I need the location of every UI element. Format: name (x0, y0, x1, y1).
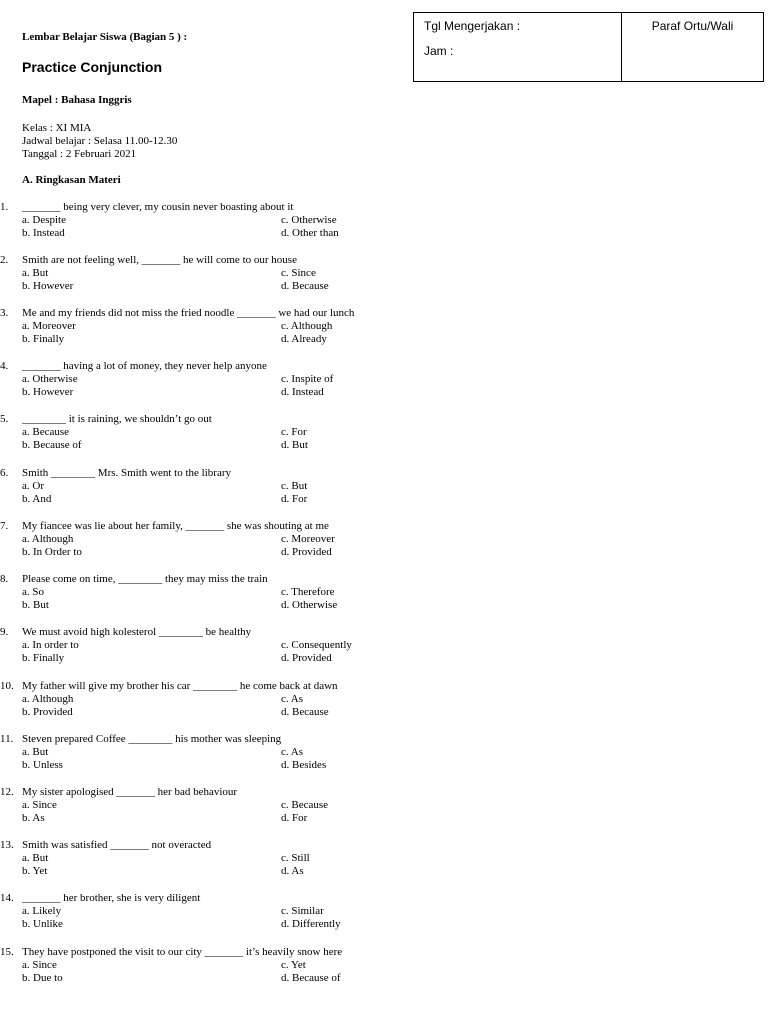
option-a: a. But (22, 746, 49, 758)
option-d: d. Besides (281, 759, 327, 771)
option-c: c. Yet (281, 959, 306, 971)
question-item (0, 360, 768, 400)
tgl-mengerjakan-label: Tgl Mengerjakan : (424, 19, 521, 33)
question-item (0, 573, 768, 613)
worksheet-subtitle: Lembar Belajar Siswa (Bagian 5 ) : (22, 31, 188, 43)
jam-label: Jam : (424, 44, 454, 58)
option-b: b. Finally (22, 652, 65, 664)
option-b: b. However (22, 280, 74, 292)
option-c: c. Similar (281, 905, 324, 917)
class-label: Kelas : XI MIA (22, 122, 92, 134)
option-a: a. Since (22, 799, 57, 811)
date-label: Tanggal : 2 Februari 2021 (22, 148, 137, 160)
option-b: b. But (22, 599, 49, 611)
page-title: Practice Conjunction (22, 59, 163, 75)
option-d: d. Provided (281, 652, 332, 664)
question-item (0, 626, 768, 666)
option-a: a. Despite (22, 214, 66, 226)
option-b: b. As (22, 812, 45, 824)
schedule-label: Jadwal belajar : Selasa 11.00-12.30 (22, 135, 178, 147)
option-c: c. Still (281, 852, 310, 864)
option-c: c. Therefore (281, 586, 335, 598)
option-b: b. Provided (22, 706, 73, 718)
option-b: b. However (22, 386, 74, 398)
question-text: Smith ________ Mrs. Smith went to the library (22, 467, 231, 479)
date-time-box (413, 12, 622, 82)
option-c: c. As (281, 693, 303, 705)
option-b: b. And (22, 493, 52, 505)
option-d: d. Because of (281, 972, 341, 984)
option-d: d. For (281, 812, 308, 824)
option-d: d. Instead (281, 386, 324, 398)
option-c: c. Otherwise (281, 214, 337, 226)
question-number: 4. (0, 360, 9, 372)
question-item (0, 201, 768, 241)
question-item (0, 786, 768, 826)
option-a: a. Or (22, 480, 44, 492)
option-d: d. Provided (281, 546, 332, 558)
question-text: My sister apologised _______ her bad behaviour (22, 786, 238, 798)
question-item (0, 892, 768, 932)
question-item (0, 467, 768, 507)
option-c: c. Inspite of (281, 373, 334, 385)
question-text: ________ it is raining, we shouldn’t go out (22, 413, 212, 425)
option-a: a. But (22, 852, 49, 864)
option-a: a. Otherwise (22, 373, 78, 385)
option-d: d. Already (281, 333, 327, 345)
option-c: c. As (281, 746, 303, 758)
question-number: 8. (0, 573, 9, 585)
question-text: Smith are not feeling well, _______ he will come to our house (22, 254, 297, 266)
option-c: c. Consequently (281, 639, 352, 651)
question-number: 7. (0, 520, 9, 532)
option-b: b. Finally (22, 333, 65, 345)
question-text: My fiancee was lie about her family, _______ she was shouting at me (22, 520, 329, 532)
question-text: Steven prepared Coffee ________ his mother was sleeping (22, 733, 282, 745)
option-a: a. So (22, 586, 44, 598)
option-a: a. Likely (22, 905, 62, 917)
subject-label: Mapel : Bahasa Inggris (22, 94, 132, 106)
question-text: _______ having a lot of money, they never help anyone (22, 360, 267, 372)
question-text: _______ her brother, she is very diligent (22, 892, 201, 904)
question-item (0, 413, 768, 453)
question-text: Smith was satisfied _______ not overacted (22, 839, 212, 851)
option-a: a. Although (22, 533, 74, 545)
question-number: 9. (0, 626, 9, 638)
question-text: They have postponed the visit to our city _______ it’s heavily snow here (22, 946, 343, 958)
question-number: 3. (0, 307, 9, 319)
question-item (0, 307, 768, 347)
question-item (0, 946, 768, 986)
option-a: a. But (22, 267, 49, 279)
option-a: a. Moreover (22, 320, 76, 332)
option-c: c. Because (281, 799, 329, 811)
question-number: 2. (0, 254, 9, 266)
question-number: 14. (0, 892, 14, 904)
question-text: Please come on time, ________ they may miss the train (22, 573, 268, 585)
option-c: c. Although (281, 320, 333, 332)
parent-signature-box (621, 12, 764, 82)
option-d: d. Otherwise (281, 599, 338, 611)
paraf-ortu-wali-label: Paraf Ortu/Wali (651, 19, 734, 33)
option-d: d. For (281, 493, 308, 505)
option-b: b. In Order to (22, 546, 82, 558)
question-item (0, 254, 768, 294)
option-d: d. Differently (281, 918, 341, 930)
question-number: 5. (0, 413, 9, 425)
option-c: c. Moreover (281, 533, 335, 545)
option-b: b. Unlike (22, 918, 63, 930)
option-c: c. For (281, 426, 307, 438)
question-text: We must avoid high kolesterol ________ be healthy (22, 626, 252, 638)
question-number: 15. (0, 946, 14, 958)
option-c: c. Since (281, 267, 316, 279)
question-number: 6. (0, 467, 9, 479)
option-d: d. Because (281, 280, 329, 292)
option-b: b. Due to (22, 972, 63, 984)
question-number: 13. (0, 839, 14, 851)
question-item (0, 839, 768, 879)
question-item (0, 680, 768, 720)
question-text: _______ being very clever, my cousin never boasting about it (22, 201, 294, 213)
option-c: c. But (281, 480, 308, 492)
option-b: b. Instead (22, 227, 65, 239)
option-a: a. In order to (22, 639, 79, 651)
option-d: d. But (281, 439, 308, 451)
section-heading: A. Ringkasan Materi (22, 174, 121, 186)
question-item (0, 733, 768, 773)
question-number: 10. (0, 680, 14, 692)
option-d: d. Other than (281, 227, 339, 239)
question-text: My father will give my brother his car ________ he come back at dawn (22, 680, 338, 692)
option-b: b. Yet (22, 865, 48, 877)
question-number: 1. (0, 201, 9, 213)
option-d: d. Because (281, 706, 329, 718)
option-b: b. Unless (22, 759, 63, 771)
option-a: a. Because (22, 426, 70, 438)
option-d: d. As (281, 865, 304, 877)
question-item (0, 520, 768, 560)
option-b: b. Because of (22, 439, 82, 451)
option-a: a. Since (22, 959, 57, 971)
question-number: 12. (0, 786, 14, 798)
question-text: Me and my friends did not miss the fried noodle _______ we had our lunch (22, 307, 355, 319)
option-a: a. Although (22, 693, 74, 705)
class-info (22, 122, 177, 161)
question-number: 11. (0, 733, 14, 745)
